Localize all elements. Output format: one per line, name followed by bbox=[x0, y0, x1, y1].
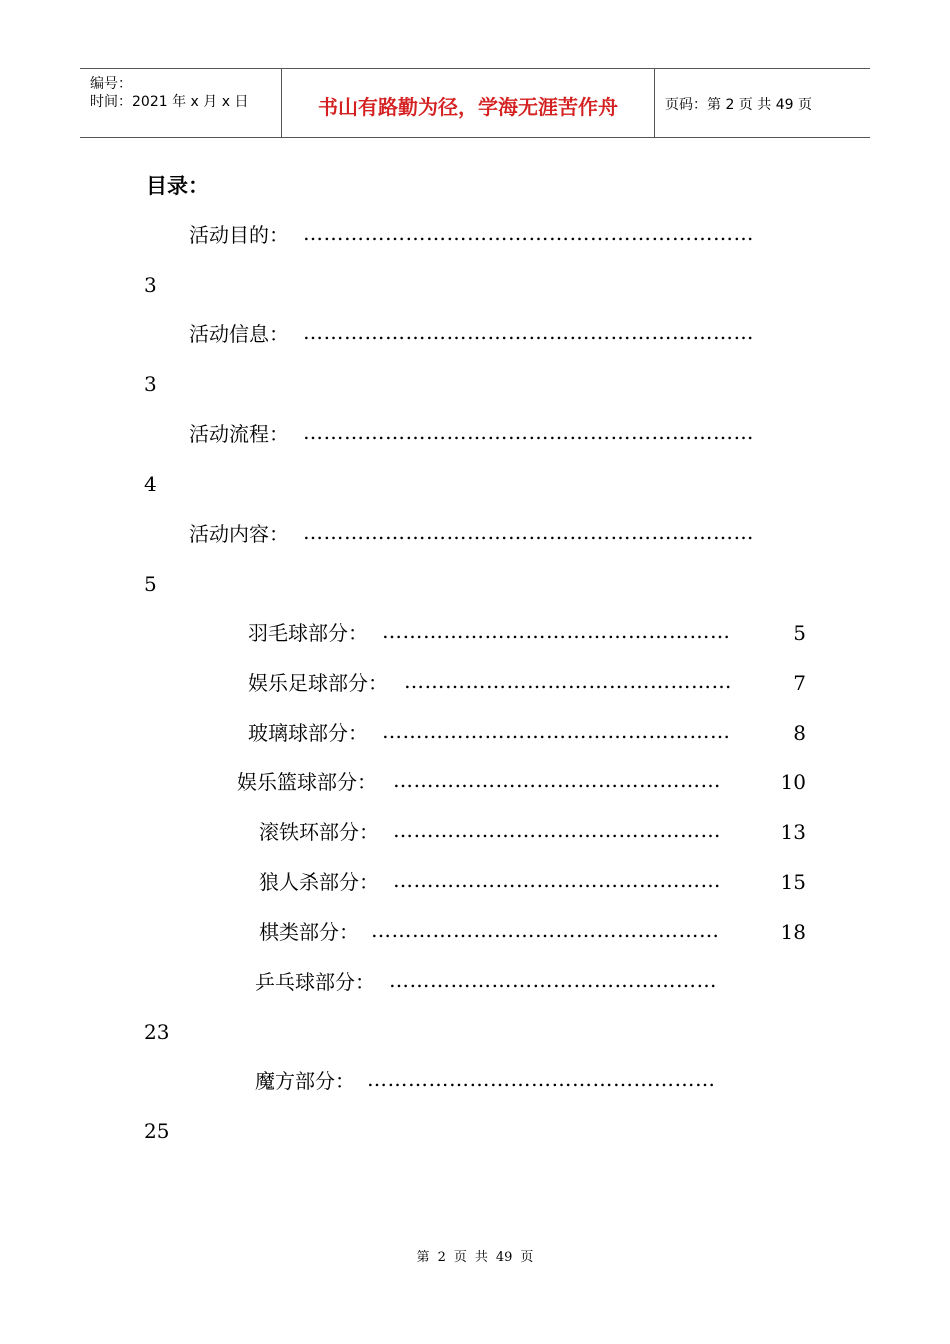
toc-leader-dots: ………………………………………………………… bbox=[303, 221, 754, 245]
toc-main-label: 活动内容： bbox=[189, 522, 289, 546]
toc-sub-label: 娱乐篮球部分： bbox=[237, 770, 377, 794]
footer-di: 第 bbox=[416, 1250, 430, 1265]
header-motto: 书山有路勤为径，学海无涯苦作舟 bbox=[318, 95, 618, 119]
document-time-label: 时间：2021 年 x 月 x 日 bbox=[90, 94, 249, 110]
page-footer bbox=[0, 1246, 950, 1265]
toc-leader-dots: …………………………………………… bbox=[382, 719, 731, 743]
toc-leader-dots: …………………………………………… bbox=[371, 918, 720, 942]
toc-leader-dots: ………………………………………… bbox=[393, 868, 721, 892]
toc-leader-dots: …………………………………………… bbox=[367, 1067, 716, 1091]
toc-leader-dots: ………………………………………… bbox=[393, 818, 721, 842]
toc-main-label: 活动信息： bbox=[189, 322, 289, 346]
document-number-label: 编号： bbox=[90, 76, 132, 92]
toc-sub-label: 羽毛球部分： bbox=[248, 621, 368, 645]
toc-leader-dots: ………………………………………………………… bbox=[303, 520, 754, 544]
toc-sub-page: 10 bbox=[780, 770, 806, 794]
toc-sub-label: 乒乓球部分： bbox=[255, 970, 375, 994]
footer-ye: 页 bbox=[520, 1250, 534, 1265]
toc-sub-label: 玻璃球部分： bbox=[248, 721, 368, 745]
header-right-cell bbox=[655, 69, 870, 137]
toc-sub-page: 15 bbox=[780, 870, 806, 894]
toc-sub-page: 25 bbox=[144, 1119, 170, 1143]
toc-sub-page: 23 bbox=[144, 1020, 170, 1044]
toc-main-page: 5 bbox=[144, 572, 157, 596]
toc-leader-dots: ………………………………………… bbox=[389, 968, 717, 992]
toc-sub-page: 5 bbox=[793, 621, 806, 645]
toc-sub-label: 娱乐足球部分： bbox=[248, 671, 388, 695]
page-header bbox=[80, 68, 870, 138]
toc-leader-dots: …………………………………………… bbox=[382, 619, 731, 643]
toc-leader-dots: ………………………………………………………… bbox=[303, 320, 754, 344]
toc-title: 目录： bbox=[146, 173, 209, 198]
toc-main-label: 活动目的： bbox=[189, 223, 289, 247]
footer-gong: 共 bbox=[474, 1250, 488, 1265]
toc-sub-label: 魔方部分： bbox=[255, 1069, 355, 1093]
toc-leader-dots: ………………………………………… bbox=[393, 768, 721, 792]
toc-sub-page: 8 bbox=[793, 721, 806, 745]
toc-sub-page: 7 bbox=[793, 671, 806, 695]
toc-leader-dots: ………………………………………… bbox=[404, 669, 732, 693]
footer-ye: 页 bbox=[453, 1250, 467, 1265]
toc-leader-dots: ………………………………………………………… bbox=[303, 420, 754, 444]
header-left-cell bbox=[80, 69, 282, 137]
header-middle-cell bbox=[282, 69, 655, 137]
toc-sub-page: 13 bbox=[780, 820, 806, 844]
toc-main-page: 3 bbox=[144, 372, 157, 396]
toc-sub-label: 滚铁环部分： bbox=[259, 820, 379, 844]
footer-current-page: 2 bbox=[437, 1250, 446, 1265]
toc-sub-label: 狼人杀部分： bbox=[259, 870, 379, 894]
toc-sub-label: 棋类部分： bbox=[259, 920, 359, 944]
toc-main-page: 3 bbox=[144, 273, 157, 297]
toc-main-page: 4 bbox=[144, 472, 157, 496]
header-page-info: 页码：第 2 页 共 49 页 bbox=[665, 97, 812, 113]
toc-sub-page: 18 bbox=[780, 920, 806, 944]
toc-main-label: 活动流程： bbox=[189, 422, 289, 446]
footer-total-pages: 49 bbox=[495, 1250, 513, 1265]
